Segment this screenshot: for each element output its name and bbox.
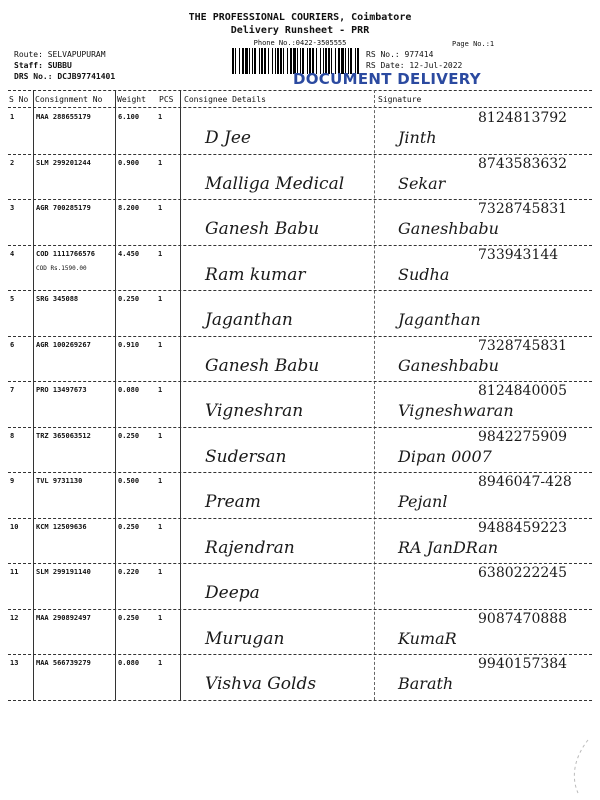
row-signature-handwritten: Ganeshbabu: [398, 355, 499, 375]
row-divider: [8, 336, 592, 337]
company-title: THE PROFESSIONAL COURIERS, Coimbatore: [188, 12, 412, 23]
col-consignment: Consignment No: [35, 95, 103, 104]
row-sno: 6: [10, 340, 15, 349]
header-top-rule: [8, 90, 592, 91]
rs-number: RS No.: 977414: [366, 50, 434, 59]
row-sno: 4: [10, 249, 15, 258]
row-consignment-no: PRO 13497673: [36, 386, 87, 394]
row-sno: 8: [10, 431, 15, 440]
row-weight: 0.250: [118, 613, 140, 622]
row-weight: 0.910: [118, 340, 140, 349]
row-pcs: 1: [158, 113, 163, 121]
row-pcs: 1: [158, 522, 163, 531]
row-consignee-handwritten: Ganesh Babu: [205, 219, 320, 239]
row-pcs: 1: [158, 249, 163, 258]
row-sno: 5: [10, 295, 15, 303]
row-weight: 0.080: [118, 386, 140, 394]
row-consignment-no: AGR 100269267: [36, 340, 91, 349]
scan-mark: [548, 735, 598, 795]
document-delivery-stamp: DOCUMENT DELIVERY: [293, 70, 481, 88]
row-consignee-handwritten: Murugan: [205, 628, 285, 649]
row-divider: [8, 563, 592, 564]
row-weight: 0.250: [118, 431, 140, 440]
row-sno: 1: [10, 113, 15, 121]
row-sno: 3: [10, 204, 15, 212]
row-pcs: 1: [158, 477, 163, 485]
row-signature-handwritten: Vigneshwaran: [398, 401, 514, 420]
row-weight: 0.220: [118, 568, 140, 576]
runsheet-subtitle: Delivery Runsheet - PRR: [230, 25, 370, 36]
row-consignment-no: AGR 700285179: [36, 204, 91, 212]
row-signature-handwritten: KumaR: [398, 628, 457, 648]
row-consignment-no: TVL 9731130: [36, 477, 83, 485]
rs-date: RS Date: 12-Jul-2022: [366, 61, 463, 70]
row-signature-handwritten: Sudha: [398, 264, 450, 284]
row-divider: [8, 381, 592, 382]
row-pcs: 1: [158, 340, 163, 349]
row-signature-handwritten: Jaganthan: [398, 310, 481, 329]
row-signature-handwritten: Sekar: [398, 173, 446, 193]
row-consignment-no: SLM 299201244: [36, 158, 91, 167]
row-phone-handwritten: 9488459223: [478, 519, 568, 536]
row-signature-handwritten: Barath: [398, 674, 454, 693]
row-sno: 9: [10, 477, 15, 485]
row-sno: 2: [10, 158, 15, 167]
phone-number: Phone No.:0422-3505555: [253, 39, 347, 47]
row-consignment-no: MAA 288655179: [36, 113, 91, 121]
row-divider: [8, 654, 592, 655]
row-sno: 11: [10, 568, 19, 576]
row-consignment-no: KCM 12509636: [36, 522, 87, 531]
row-consignment-no: SLM 299191140: [36, 568, 91, 576]
row-phone-handwritten: 7328745831: [478, 201, 568, 217]
col-sno: S No: [9, 95, 29, 104]
row-divider: [8, 199, 592, 200]
row-consignee-handwritten: Vigneshran: [205, 401, 304, 421]
row-phone-handwritten: 8946047-428: [478, 474, 572, 490]
row-phone-handwritten: 733943144: [478, 246, 559, 263]
row-signature-handwritten: Jinth: [398, 128, 437, 147]
row-cod-amount: COD Rs.1590.00: [36, 264, 87, 272]
row-weight: 6.100: [118, 113, 140, 121]
row-pcs: 1: [158, 431, 163, 440]
row-consignment-no: SRG 345088: [36, 295, 79, 303]
row-sno: 7: [10, 386, 15, 394]
row-divider: [8, 290, 592, 291]
row-consignee-handwritten: Ganesh Babu: [205, 355, 320, 376]
row-consignee-handwritten: Sudersan: [205, 446, 287, 467]
row-pcs: 1: [158, 386, 163, 394]
row-signature-handwritten: RA JanDRan: [398, 537, 499, 557]
row-pcs: 1: [158, 158, 163, 167]
row-phone-handwritten: 8743583632: [478, 155, 568, 172]
row-divider: [8, 245, 592, 246]
row-divider: [8, 154, 592, 155]
row-phone-handwritten: 9842275909: [478, 428, 568, 445]
row-signature-handwritten: Dipan 0007: [398, 446, 492, 466]
row-consignee-handwritten: D Jee: [205, 128, 251, 148]
row-consignment-no: TRZ 365063512: [36, 431, 91, 440]
row-consignee-handwritten: Malliga Medical: [205, 173, 345, 194]
row-phone-handwritten: 9940157384: [478, 656, 568, 672]
row-consignee-handwritten: Deepa: [205, 583, 260, 603]
row-consignee-handwritten: Rajendran: [205, 537, 295, 558]
row-pcs: 1: [158, 568, 163, 576]
row-weight: 0.250: [118, 522, 140, 531]
row-consignee-handwritten: Vishva Golds: [205, 674, 317, 694]
row-phone-handwritten: 8124840005: [478, 383, 568, 399]
header-bottom-rule: [8, 107, 592, 108]
row-consignment-no: MAA 566739279: [36, 659, 91, 667]
row-phone-handwritten: 8124813792: [478, 110, 568, 126]
row-weight: 0.250: [118, 295, 140, 303]
row-divider: [8, 427, 592, 428]
row-phone-handwritten: 6380222245: [478, 565, 568, 581]
row-divider: [8, 518, 592, 519]
row-sno: 13: [10, 659, 19, 667]
row-sno: 12: [10, 613, 19, 622]
row-weight: 0.900: [118, 158, 140, 167]
row-consignee-handwritten: Pream: [205, 492, 261, 512]
row-pcs: 1: [158, 613, 163, 622]
col-weight: Weight: [117, 95, 146, 104]
staff: Staff: SUBBU: [14, 61, 72, 70]
row-consignment-no: MAA 290892497: [36, 613, 91, 622]
row-consignee-handwritten: Jaganthan: [205, 310, 293, 330]
row-pcs: 1: [158, 295, 163, 303]
row-signature-handwritten: Pejanl: [398, 492, 448, 511]
row-phone-handwritten: 7328745831: [478, 337, 568, 354]
col-signature: Signature: [378, 95, 422, 104]
col-pcs: PCS: [159, 95, 174, 104]
row-sno: 10: [10, 522, 19, 531]
row-divider: [8, 472, 592, 473]
row-weight: 0.080: [118, 659, 140, 667]
row-divider: [8, 609, 592, 610]
row-consignee-handwritten: Ram kumar: [205, 264, 306, 285]
row-weight: 8.200: [118, 204, 140, 212]
drs-number: DRS No.: DCJB97741401: [14, 72, 116, 81]
row-divider: [8, 700, 592, 701]
row-signature-handwritten: Ganeshbabu: [398, 219, 499, 238]
row-weight: 4.450: [118, 249, 140, 258]
col-consignee: Consignee Details: [184, 95, 266, 104]
route: Route: SELVAPUPURAM: [14, 50, 106, 59]
row-phone-handwritten: 9087470888: [478, 610, 568, 627]
row-pcs: 1: [158, 659, 163, 667]
page-number: Page No.:1: [452, 40, 495, 48]
row-pcs: 1: [158, 204, 163, 212]
row-weight: 0.500: [118, 477, 140, 485]
row-consignment-no: COD 1111766576: [36, 249, 96, 258]
